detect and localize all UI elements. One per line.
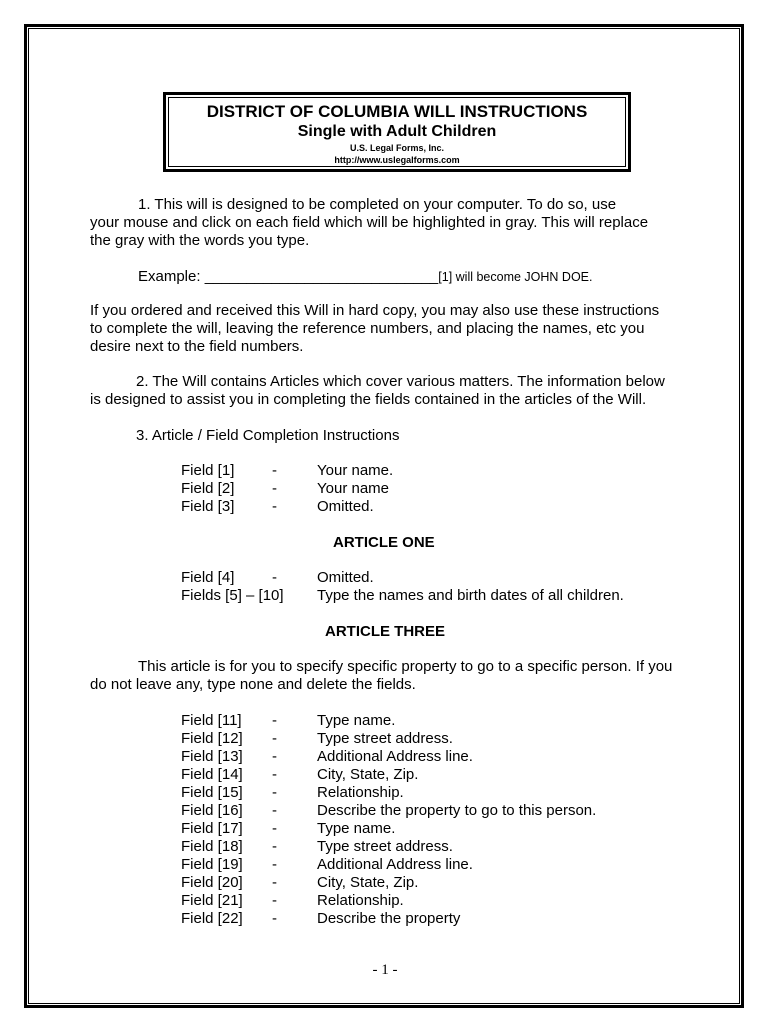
field-label: Field [1]	[181, 462, 235, 479]
field-desc: Type street address.	[317, 730, 453, 747]
field-desc: Type name.	[317, 820, 396, 837]
field-label: Field [16]	[181, 802, 243, 819]
field-desc: City, State, Zip.	[317, 874, 419, 891]
field-dash: -	[272, 910, 277, 927]
field-desc: Describe the property to go to this person.	[317, 802, 597, 819]
field-label: Field [18]	[181, 838, 243, 855]
field-dash: -	[272, 569, 277, 586]
article-three-heading: ARTICLE THREE	[325, 623, 445, 640]
para2-line3: desire next to the field numbers.	[90, 338, 304, 355]
para5-line1: This article is for you to specify specific property to go to a specific person. If you	[138, 658, 673, 675]
field-desc: Additional Address line.	[317, 748, 473, 765]
field-desc: Additional Address line.	[317, 856, 473, 873]
field-label: Field [15]	[181, 784, 243, 801]
field-dash: -	[272, 820, 277, 837]
field-desc: Describe the property	[317, 910, 461, 927]
field-desc: Type name.	[317, 712, 396, 729]
field-desc: Your name.	[317, 462, 394, 479]
field-label: Field [21]	[181, 892, 243, 909]
example-line	[138, 268, 738, 286]
field-dash: -	[272, 784, 277, 801]
article-one-heading: ARTICLE ONE	[333, 534, 435, 551]
example-tail: [1] will become JOHN DOE.	[438, 270, 593, 284]
field-dash: -	[272, 838, 277, 855]
field-dash: -	[272, 892, 277, 909]
field-desc: Type street address.	[317, 838, 453, 855]
para2-line2: to complete the will, leaving the reference numbers, and placing the names, etc you	[90, 320, 645, 337]
field-dash: -	[272, 712, 277, 729]
document-subtitle: Single with Adult Children	[297, 123, 497, 140]
para2-line1: If you ordered and received this Will in hard copy, you may also use these instructions	[90, 302, 660, 319]
field-dash: -	[272, 766, 277, 783]
field-desc: Relationship.	[317, 892, 404, 909]
field-label: Fields [5] – [10]	[181, 587, 284, 604]
field-label: Field [3]	[181, 498, 235, 515]
example-label: Example: ____________________________	[138, 268, 439, 285]
field-dash: -	[272, 730, 277, 747]
company-url[interactable]: http://www.uslegalforms.com	[334, 155, 460, 165]
field-desc: Your name	[317, 480, 389, 497]
para1-line2: your mouse and click on each field which will be highlighted in gray. This will replace	[90, 214, 649, 231]
field-label: Field [19]	[181, 856, 243, 873]
field-desc: City, State, Zip.	[317, 766, 419, 783]
field-dash: -	[272, 874, 277, 891]
field-label: Field [14]	[181, 766, 243, 783]
para5-line2: do not leave any, type none and delete the fields.	[90, 676, 416, 693]
para3-line1: 2. The Will contains Articles which cover various matters. The information below	[136, 373, 665, 390]
field-desc: Relationship.	[317, 784, 404, 801]
field-dash: -	[272, 748, 277, 765]
field-label: Field [22]	[181, 910, 243, 927]
document-title: DISTRICT OF COLUMBIA WILL INSTRUCTIONS	[206, 102, 588, 121]
field-desc: Omitted.	[317, 569, 374, 586]
field-desc: Type the names and birth dates of all children.	[317, 587, 624, 604]
para1-line3: the gray with the words you type.	[90, 232, 310, 249]
field-dash: -	[272, 498, 277, 515]
field-label: Field [12]	[181, 730, 243, 747]
field-desc: Omitted.	[317, 498, 374, 515]
para3-line2: is designed to assist you in completing the fields contained in the articles of the Will.	[90, 391, 647, 408]
title-box	[168, 97, 626, 167]
field-dash: -	[272, 802, 277, 819]
field-label: Field [11]	[181, 712, 242, 729]
field-label: Field [17]	[181, 820, 243, 837]
field-dash: -	[272, 480, 277, 497]
para1-line1: 1. This will is designed to be completed on your computer. To do so, use	[138, 196, 617, 213]
field-dash: -	[272, 856, 277, 873]
field-dash: -	[272, 462, 277, 479]
company-name: U.S. Legal Forms, Inc.	[349, 143, 445, 153]
field-label: Field [20]	[181, 874, 243, 891]
field-label: Field [2]	[181, 480, 235, 497]
page-number: - 1 -	[372, 962, 398, 978]
field-label: Field [13]	[181, 748, 243, 765]
para4: 3. Article / Field Completion Instructions	[136, 427, 400, 444]
field-label: Field [4]	[181, 569, 235, 586]
